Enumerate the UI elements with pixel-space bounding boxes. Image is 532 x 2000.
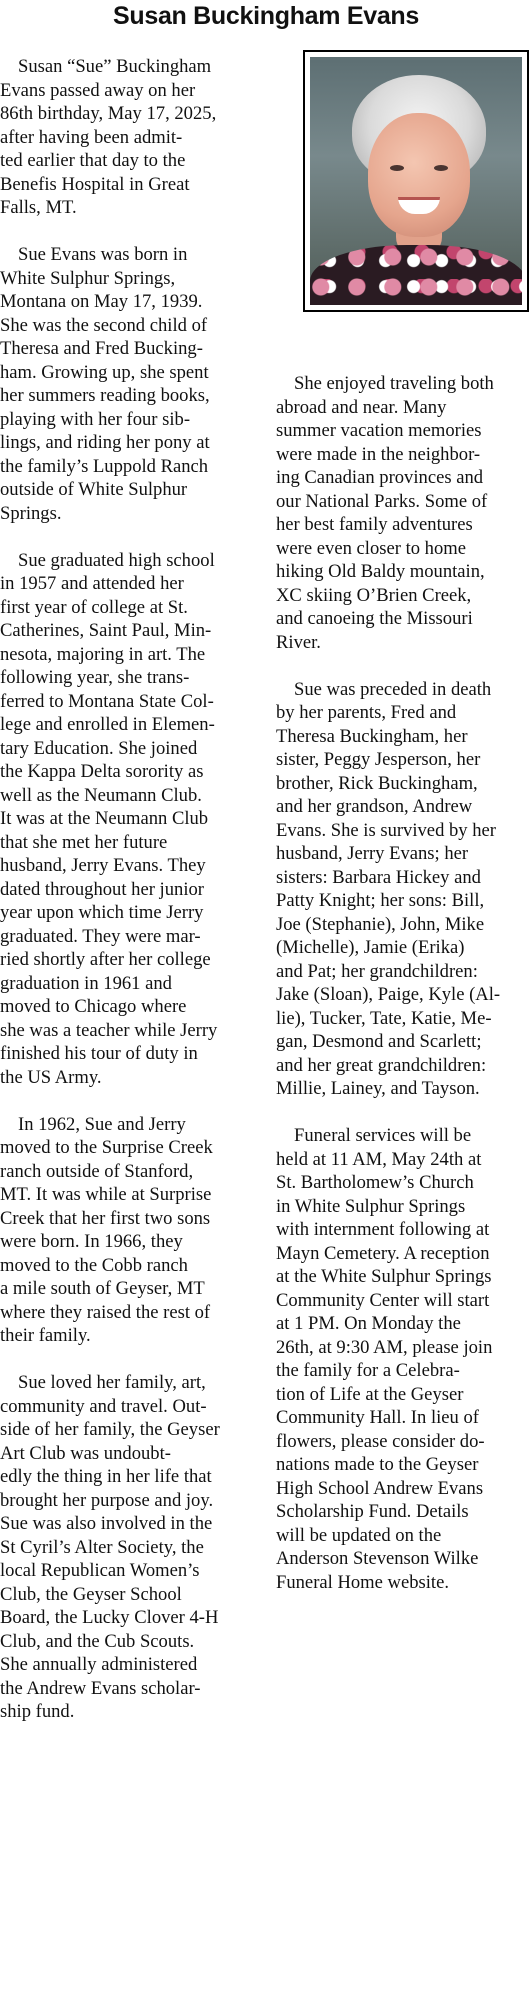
obituary-title: Susan Buckingham Evans <box>113 2 419 30</box>
paragraph-community: Sue loved her family, art, community and travel. Out- side of her family, the Geyser Art Club was undoubt- edly the thing in her life that brought her purpose and joy. Sue was also involved in the St Cyril’s Alter Society, the local Republican Women’s Club, the Geyser School Board, the Lucky Clover 4-H Club, and the Cub Scouts. She annually administered the Andrew Evans scholar- ship fund. <box>0 1372 220 1722</box>
paragraph-travel: She enjoyed traveling both abroad and near. Many summer vacation memories were made in the neighbor- ing Canadian provinces and our National Parks. Some of her best family adventures were even closer to home hiking Old Baldy mountain, XC skiing O’Brien Creek, and canoeing the Missouri River. <box>276 373 494 653</box>
paragraph-education: Sue graduated high school in 1957 and attended her first year of college at St. Catherines, Saint Paul, Min- nesota, majoring in art. The following year, she trans- ferred to Montana State Col- lege and enrolled in Elemen- tary Education. She joined the Kappa Delta sorority as well as the Neumann Club. It was at the Neumann Club that she met her future husband, Jerry Evans. They dated throughout her junior year upon which time Jerry graduated. They were mar- ried shortly after her college graduation in 1961 and moved to Chicago where she was a teacher while Jerry finished his tour of duty in the US Army. <box>0 549 218 1088</box>
paragraph-passing: Susan “Sue” Buckingham Evans passed away on her 86th birthday, May 17, 2025, after having been admit- ted earlier that day to the Benefis Hospital in Great Falls, MT. <box>0 56 217 218</box>
portrait-photo <box>303 50 529 312</box>
left-column <box>0 55 265 1747</box>
portrait-image <box>310 57 522 305</box>
paragraph-services: Funeral services will be held at 11 AM, May 24th at St. Bartholomew’s Church in White Sulphur Springs with internment following at Mayn Cemetery. A reception at the White Sulphur Springs Community Center will start at 1 PM. On Monday the 26th, at 9:30 AM, please join the family for a Celebra- tion of Life at the Geyser Community Hall. In lieu of flowers, please consider do- nations made to the Geyser High School Andrew Evans Scholarship Fund. Details will be updated on the Anderson Stevenson Wilke Funeral Home website. <box>276 1125 493 1593</box>
paragraph-family: Sue was preceded in death by her parents, Fred and Theresa Buckingham, her sister, Peggy Jesperson, her brother, Rick Buckingham, and her grandson, Andrew Evans. She is survived by her husband, Jerry Evans; her sisters: Barbara Hickey and Patty Knight; her sons: Bill, Joe (Stephanie), John, Mike (Michelle), Jamie (Erika) and Pat; her grandchildren: Jake (Sloan), Paige, Kyle (Al- lie), Tucker, Tate, Katie, Me- gan, Desmond and Scarlett; and her great grandchildren: Millie, Lainey, and Tayson. <box>276 678 501 1099</box>
paragraph-ranch: In 1962, Sue and Jerry moved to the Surprise Creek ranch outside of Stanford, MT. It was while at Surprise Creek that her first two sons were born. In 1966, they moved to the Cobb ranch a mile south of Geyser, MT where they raised the rest of their family. <box>0 1113 213 1346</box>
paragraph-birth: Sue Evans was born in White Sulphur Springs, Montana on May 17, 1939. She was the second child of Theresa and Fred Bucking- ham. Growing up, she spent her summers reading books, playing with her four sib- lings, and riding her pony at the family’s Luppold Ranch outside of White Sulphur Springs. <box>0 244 210 524</box>
right-column <box>276 372 530 1618</box>
